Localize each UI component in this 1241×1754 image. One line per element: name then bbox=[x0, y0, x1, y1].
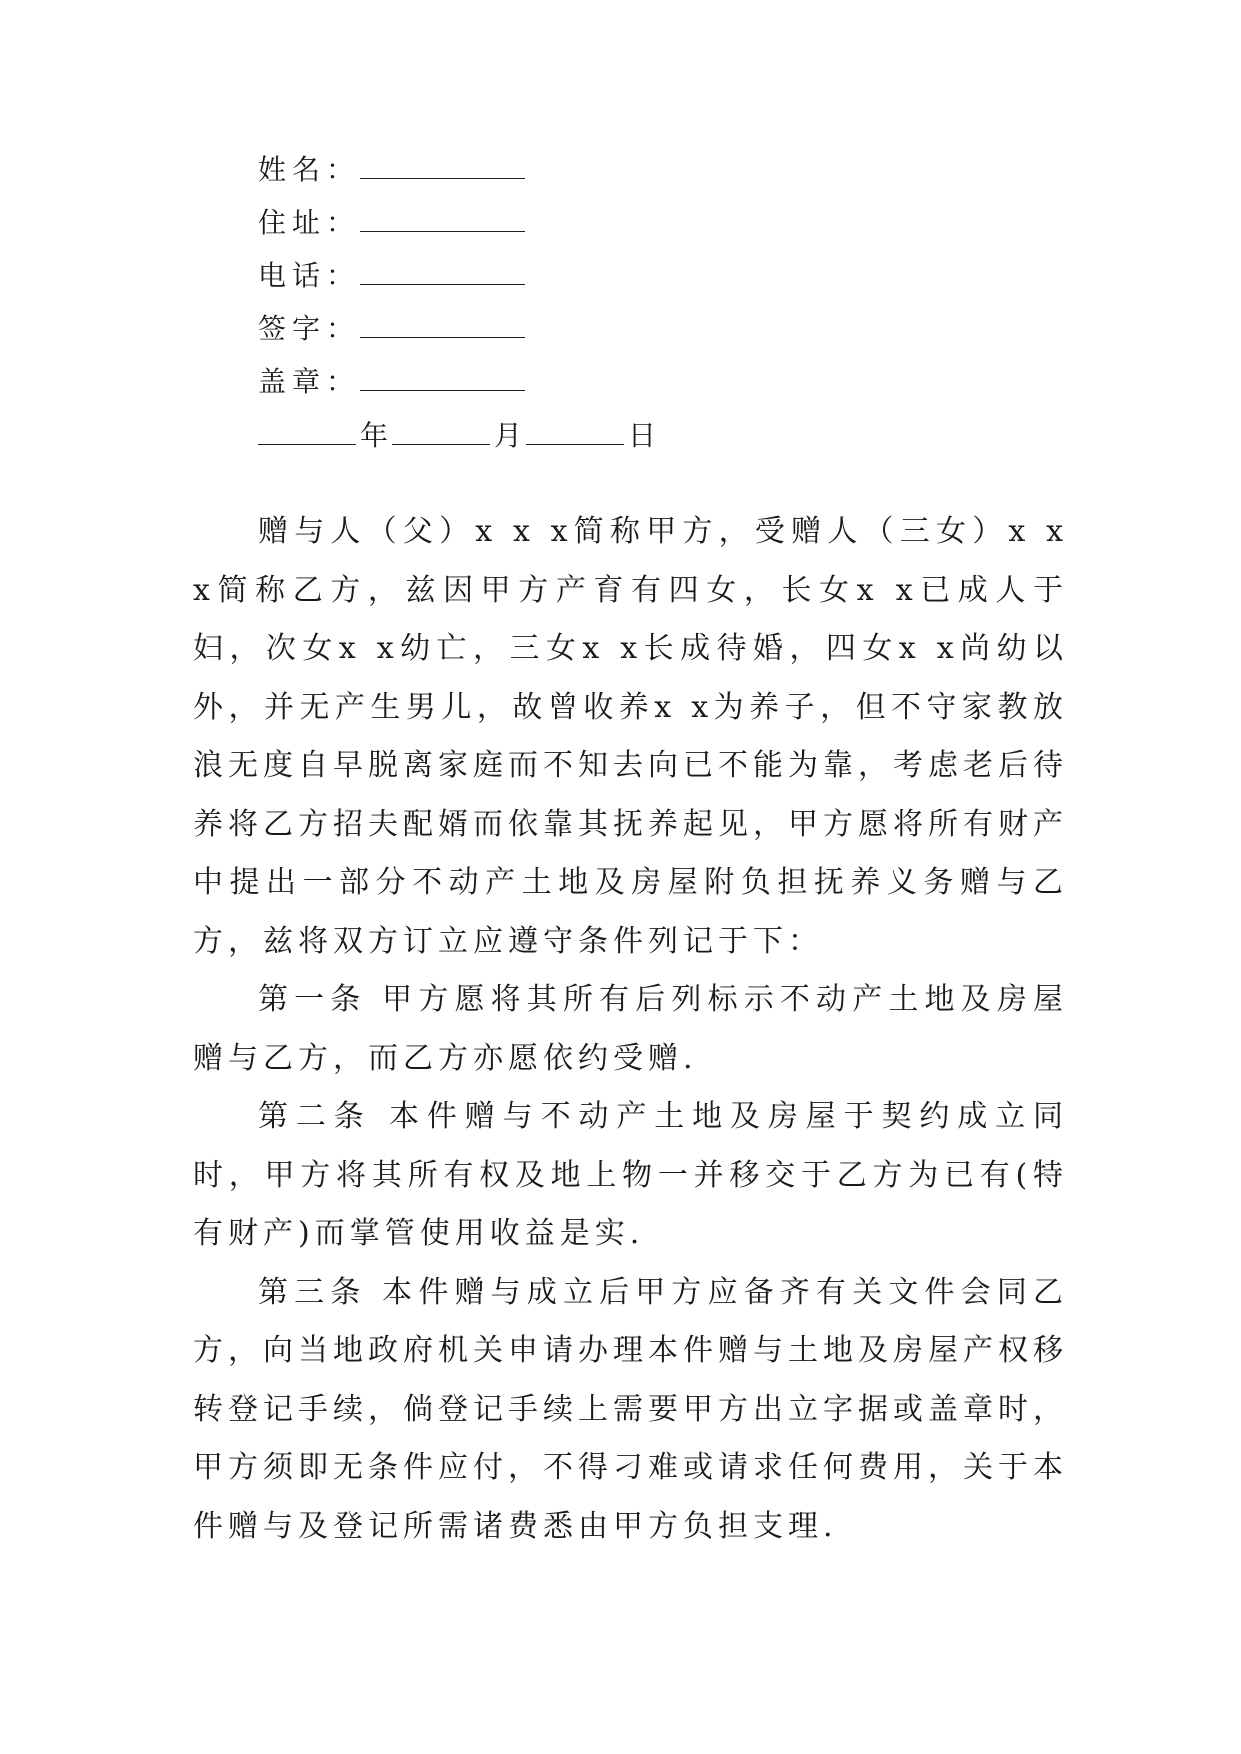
address-blank bbox=[360, 205, 525, 232]
month-blank bbox=[392, 418, 490, 445]
contract-body bbox=[193, 503, 1068, 1556]
seal-blank bbox=[360, 364, 525, 391]
phone-label: 电话： bbox=[258, 259, 361, 292]
year-blank bbox=[258, 418, 356, 445]
name-label: 姓名： bbox=[258, 153, 361, 186]
phone-blank bbox=[360, 258, 525, 285]
name-blank bbox=[360, 152, 525, 179]
month-label: 月 bbox=[494, 419, 523, 452]
preamble-paragraph: 赠与人（父）x x x简称甲方，受赠人（三女）x x x简称乙方，兹因甲方产育有四女，长女x x已成人于妇，次女x x幼亡，三女x x长成待婚，四女x x尚幼以外，并无产生男儿，故曾收养x x为养子，但不守家教放浪无度自早脱离家庭而不知去向已不能为靠，考虑老后待养将乙方招夫配婿而依靠其抚养起见，甲方愿将所有财产中提出一部分不动产土地及房屋附负担抚养义务赠与乙方，兹将双方订立应遵守条件列记于下： bbox=[193, 514, 1068, 959]
seal-field bbox=[258, 362, 525, 402]
signature-blank bbox=[360, 311, 525, 338]
signature-field bbox=[258, 309, 525, 349]
day-label: 日 bbox=[628, 419, 657, 452]
year-label: 年 bbox=[360, 419, 389, 452]
article-1-paragraph: 第一条 甲方愿将其所有后列标示不动产土地及房屋赠与乙方，而乙方亦愿依约受赠. bbox=[193, 982, 1068, 1076]
day-blank bbox=[526, 418, 624, 445]
address-label: 住址： bbox=[258, 206, 361, 239]
date-line bbox=[258, 416, 656, 456]
address-field bbox=[258, 203, 525, 243]
seal-label: 盖章： bbox=[258, 365, 361, 398]
article-2-paragraph: 第二条 本件赠与不动产土地及房屋于契约成立同时，甲方将其所有权及地上物一并移交于乙方为已有(特有财产)而掌管使用收益是实. bbox=[193, 1099, 1068, 1251]
signature-label: 签字： bbox=[258, 312, 361, 345]
name-field bbox=[258, 150, 525, 190]
phone-field bbox=[258, 256, 525, 296]
article-3-paragraph: 第三条 本件赠与成立后甲方应备齐有关文件会同乙方，向当地政府机关申请办理本件赠与土地及房屋产权移转登记手续，倘登记手续上需要甲方出立字据或盖章时，甲方须即无条件应付，不得刁难或请求任何费用，关于本件赠与及登记所需诸费悉由甲方负担支理. bbox=[193, 1274, 1068, 1544]
